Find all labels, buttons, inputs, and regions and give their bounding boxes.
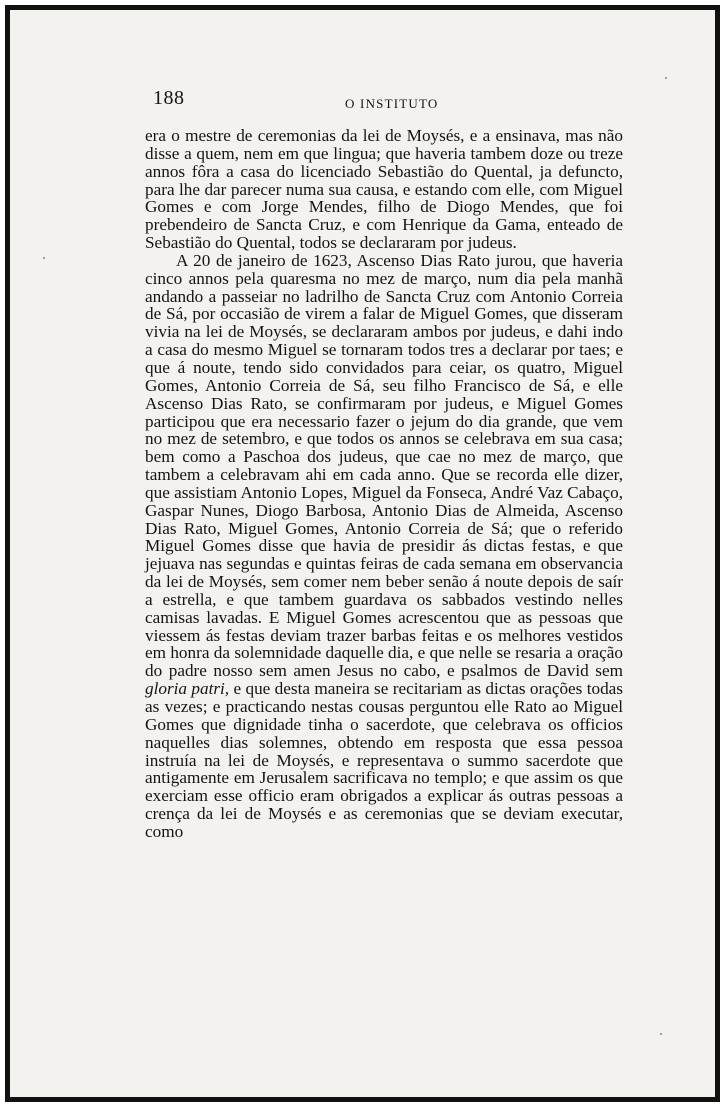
- scanned-page: [5, 5, 720, 1102]
- body-text: [145, 127, 623, 841]
- italic-phrase: gloria patri,: [145, 679, 230, 699]
- paragraph-text-part: e que desta maneira se recitariam as dictas orações todas as vezes; e practicando nestas cousas perguntou elle Rato ao Miguel Gomes que dignidade tinha o sacerdote, que celebrava os officios naquelles dias solemnes, obtendo em resposta que essa pessoa instruía na lei de Moysés, e representava o summo sacerdote que antigamente em Jerusalem sacrificava no templo; e que assim os que exerciam esse officio eram obrigados a explicar ás outras pessoas a crença da lei de Moysés e as ceremonias que se deviam executar, como: [145, 679, 623, 841]
- paragraph-continuation: era o mestre de ceremonias da lei de Moysés, e a ensinava, mas não disse a quem, nem em que lingua; que haveria tambem doze ou treze annos fôra a casa do licenciado Sebastião do Quental, ja defuncto, para lhe dar parecer numa sua causa, e estando com elle, com Miguel Gomes e com Jorge Mendes, filho de Diogo Mendes, que foi prebendeiro de Sancta Cruz, e com Henrique da Gama, enteado de Sebastião do Quental, todos se declararam por judeus.: [145, 126, 623, 253]
- paragraph-text-part: A 20 de janeiro de 1623, Ascenso Dias Rato jurou, que haveria cinco annos pela quaresma no mez de março, num dia pela manhã andando a passeiar no ladrilho de Sancta Cruz com Antonio Correia de Sá, por occasião de virem a falar de Miguel Gomes, que disseram vivia na lei de Moysés, se declararam ambos por judeus, e dahi indo a casa do mesmo Miguel se tornaram todos tres a declarar por taes; e que á noute, tendo sido convidados para ceiar, os quatro, Miguel Gomes, Antonio Correia de Sá, seu filho Francisco de Sá, e elle Ascenso Dias Rato, se confirmaram por judeus, e Miguel Gomes participou que era necessario fazer o jejum do dia grande, que vem no mez de setembro, e que todos os annos se celebrava em sua casa; bem como a Paschoa dos judeus, que cae no mez de março, que tambem a celebravam ahi em cada anno. Que se recorda elle dizer, que assistiam Antonio Lopes, Miguel da Fonseca, André Vaz Cabaço, Gaspar Nunes, Diogo Barbosa, Antonio Dias de Almeida, Ascenso Dias Rato, Miguel Gomes, Antonio Correia de Sá; que o referido Miguel Gomes disse que havia de presidir ás dictas festas, e que jejuava nas segundas e quintas feiras de cada semana em observancia da lei de Moysés, sem comer nem beber senão á noute depois de saír a estrella, e que tambem guardava os sabbados vestindo nelles camisas lavadas. E Miguel Gomes acrescentou que as pessoas que viessem ás festas deviam trazer barbas feitas e os melhores vestidos em honra da solemnidade daquelle dia, e que nelle se resaria a oração do padre nosso sem amen Jesus no cabo, e psalmos de David sem: [145, 250, 623, 681]
- paragraph-testimony: [145, 252, 623, 841]
- paper-speck: [665, 77, 667, 79]
- paper-speck: [660, 1033, 662, 1035]
- page-number: 188: [153, 87, 185, 109]
- paper-speck: [43, 257, 45, 259]
- running-title: O INSTITUTO: [345, 96, 439, 111]
- page-header: [153, 87, 628, 111]
